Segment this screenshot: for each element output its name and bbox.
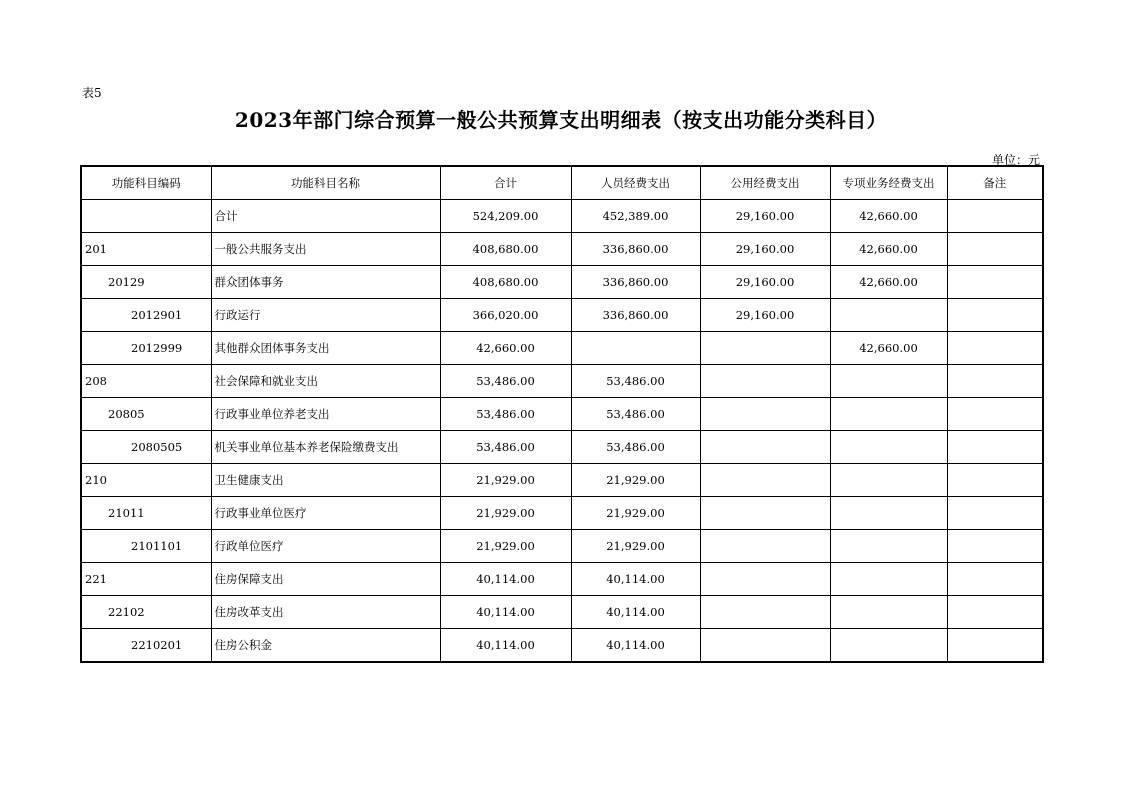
table-row xyxy=(81,431,1043,464)
unit-label: 单位：元 xyxy=(991,153,1040,167)
cell-public-expense: 29,160.00 xyxy=(700,233,830,266)
document-title: 2023年部门综合预算一般公共预算支出明细表（按支出功能分类科目） xyxy=(234,108,888,132)
cell-function-code: 21011 xyxy=(81,497,211,530)
cell-function-code: 2210201 xyxy=(81,629,211,663)
cell-function-name: 行政事业单位医疗 xyxy=(211,497,440,530)
cell-note xyxy=(947,497,1043,530)
cell-public-expense xyxy=(700,365,830,398)
cell-special-expense xyxy=(830,431,947,464)
cell-public-expense xyxy=(700,398,830,431)
cell-note xyxy=(947,563,1043,596)
cell-special-expense xyxy=(830,629,947,663)
header-note: 备注 xyxy=(947,166,1043,200)
cell-function-code: 201 xyxy=(81,233,211,266)
cell-total: 53,486.00 xyxy=(440,365,571,398)
cell-function-name: 其他群众团体事务支出 xyxy=(211,332,440,365)
cell-personnel-expense: 40,114.00 xyxy=(571,629,700,663)
cell-function-name: 行政单位医疗 xyxy=(211,530,440,563)
cell-special-expense: 42,660.00 xyxy=(830,233,947,266)
cell-personnel-expense: 40,114.00 xyxy=(571,596,700,629)
cell-personnel-expense: 53,486.00 xyxy=(571,365,700,398)
cell-public-expense xyxy=(700,530,830,563)
header-personnel-expense: 人员经费支出 xyxy=(571,166,700,200)
cell-public-expense xyxy=(700,431,830,464)
cell-note xyxy=(947,365,1043,398)
cell-function-code: 208 xyxy=(81,365,211,398)
cell-function-code: 20129 xyxy=(81,266,211,299)
cell-function-name: 合计 xyxy=(211,200,440,233)
cell-total: 21,929.00 xyxy=(440,530,571,563)
cell-function-code: 2012999 xyxy=(81,332,211,365)
cell-public-expense xyxy=(700,497,830,530)
table-row xyxy=(81,365,1043,398)
table-number-label: 表5 xyxy=(82,86,102,100)
cell-note xyxy=(947,464,1043,497)
cell-total: 40,114.00 xyxy=(440,563,571,596)
header-function-name: 功能科目名称 xyxy=(211,166,440,200)
table-row xyxy=(81,464,1043,497)
cell-function-code xyxy=(81,200,211,233)
cell-function-code: 2101101 xyxy=(81,530,211,563)
cell-function-code: 22102 xyxy=(81,596,211,629)
table-header-row xyxy=(81,166,1043,200)
cell-personnel-expense: 336,860.00 xyxy=(571,233,700,266)
cell-total: 40,114.00 xyxy=(440,596,571,629)
cell-personnel-expense: 53,486.00 xyxy=(571,431,700,464)
cell-special-expense xyxy=(830,497,947,530)
cell-total: 53,486.00 xyxy=(440,398,571,431)
cell-function-name: 卫生健康支出 xyxy=(211,464,440,497)
table-row xyxy=(81,563,1043,596)
cell-special-expense xyxy=(830,464,947,497)
table-row xyxy=(81,497,1043,530)
cell-public-expense: 29,160.00 xyxy=(700,200,830,233)
cell-special-expense xyxy=(830,299,947,332)
table-row xyxy=(81,266,1043,299)
cell-function-code: 20805 xyxy=(81,398,211,431)
table-row xyxy=(81,596,1043,629)
cell-total: 408,680.00 xyxy=(440,266,571,299)
budget-expenditure-table xyxy=(80,165,1044,663)
table-body xyxy=(81,200,1043,663)
cell-note xyxy=(947,233,1043,266)
header-public-expense: 公用经费支出 xyxy=(700,166,830,200)
table-row xyxy=(81,629,1043,663)
cell-personnel-expense: 21,929.00 xyxy=(571,497,700,530)
cell-public-expense xyxy=(700,629,830,663)
cell-public-expense xyxy=(700,464,830,497)
cell-special-expense xyxy=(830,596,947,629)
header-function-code: 功能科目编码 xyxy=(81,166,211,200)
header-special-expense: 专项业务经费支出 xyxy=(830,166,947,200)
cell-total: 408,680.00 xyxy=(440,233,571,266)
cell-personnel-expense: 40,114.00 xyxy=(571,563,700,596)
cell-personnel-expense: 452,389.00 xyxy=(571,200,700,233)
cell-note xyxy=(947,629,1043,663)
cell-note xyxy=(947,596,1043,629)
cell-special-expense: 42,660.00 xyxy=(830,200,947,233)
cell-total: 21,929.00 xyxy=(440,497,571,530)
cell-function-name: 一般公共服务支出 xyxy=(211,233,440,266)
cell-note xyxy=(947,530,1043,563)
cell-public-expense xyxy=(700,596,830,629)
cell-public-expense xyxy=(700,563,830,596)
header-total: 合计 xyxy=(440,166,571,200)
cell-personnel-expense: 336,860.00 xyxy=(571,299,700,332)
cell-personnel-expense: 336,860.00 xyxy=(571,266,700,299)
cell-personnel-expense xyxy=(571,332,700,365)
cell-function-name: 行政运行 xyxy=(211,299,440,332)
cell-special-expense xyxy=(830,398,947,431)
cell-public-expense: 29,160.00 xyxy=(700,299,830,332)
cell-note xyxy=(947,200,1043,233)
cell-function-name: 群众团体事务 xyxy=(211,266,440,299)
table-row xyxy=(81,299,1043,332)
cell-function-name: 住房保障支出 xyxy=(211,563,440,596)
cell-function-name: 住房改革支出 xyxy=(211,596,440,629)
cell-personnel-expense: 21,929.00 xyxy=(571,530,700,563)
cell-total: 524,209.00 xyxy=(440,200,571,233)
cell-function-name: 社会保障和就业支出 xyxy=(211,365,440,398)
cell-note xyxy=(947,266,1043,299)
cell-special-expense xyxy=(830,365,947,398)
cell-total: 40,114.00 xyxy=(440,629,571,663)
cell-note xyxy=(947,299,1043,332)
cell-special-expense: 42,660.00 xyxy=(830,266,947,299)
cell-personnel-expense: 53,486.00 xyxy=(571,398,700,431)
cell-note xyxy=(947,398,1043,431)
cell-total: 42,660.00 xyxy=(440,332,571,365)
cell-public-expense xyxy=(700,332,830,365)
cell-personnel-expense: 21,929.00 xyxy=(571,464,700,497)
cell-function-code: 2012901 xyxy=(81,299,211,332)
cell-total: 21,929.00 xyxy=(440,464,571,497)
cell-special-expense: 42,660.00 xyxy=(830,332,947,365)
cell-function-name: 机关事业单位基本养老保险缴费支出 xyxy=(211,431,440,464)
cell-note xyxy=(947,431,1043,464)
table-row xyxy=(81,200,1043,233)
cell-function-code: 221 xyxy=(81,563,211,596)
cell-function-name: 住房公积金 xyxy=(211,629,440,663)
cell-total: 366,020.00 xyxy=(440,299,571,332)
cell-note xyxy=(947,332,1043,365)
cell-special-expense xyxy=(830,530,947,563)
cell-function-code: 210 xyxy=(81,464,211,497)
cell-public-expense: 29,160.00 xyxy=(700,266,830,299)
table-row xyxy=(81,332,1043,365)
cell-special-expense xyxy=(830,563,947,596)
table-row xyxy=(81,233,1043,266)
cell-function-name: 行政事业单位养老支出 xyxy=(211,398,440,431)
table-row xyxy=(81,530,1043,563)
cell-function-code: 2080505 xyxy=(81,431,211,464)
cell-total: 53,486.00 xyxy=(440,431,571,464)
table-row xyxy=(81,398,1043,431)
